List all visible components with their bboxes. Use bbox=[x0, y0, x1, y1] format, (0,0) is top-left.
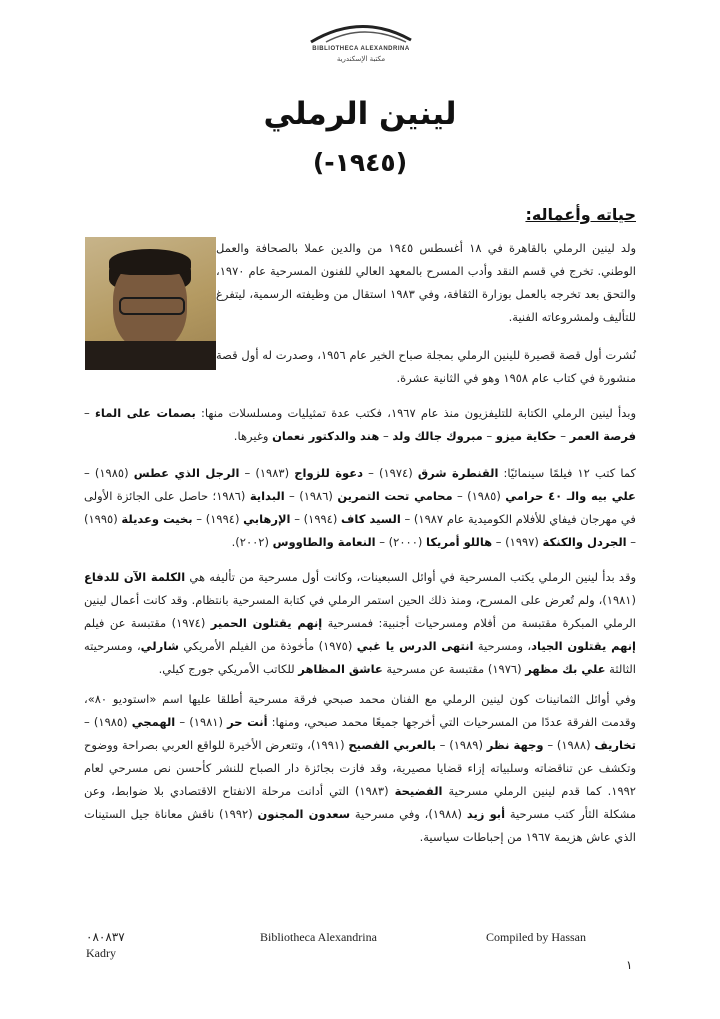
work-title: دعوة للزواج bbox=[294, 466, 363, 480]
work-title: هند والدكتور نعمان bbox=[272, 429, 380, 443]
paragraph-text: وقد بدأ لينين الرملي يكتب المسرحية في أوائل السبعينات، وكانت أول مسرحية من تأليفه هي bbox=[185, 570, 637, 584]
paragraph-text: – bbox=[482, 429, 496, 443]
paragraph-text: وبدأ لينين الرملي الكتابة للتليفزيون منذ عام ١٩٦٧، فكتب عدة تمثيليات ومسلسلات منها: bbox=[195, 406, 636, 420]
work-title: الهمجي bbox=[131, 715, 176, 729]
paragraph-text: نُشرت أول قصة قصيرة للينين الرملي بمجلة صباح الخير عام ١٩٥٦، وصدرت له أول قصة منشورة في كتاب عام ١٩٥٨ وهو في الثانية عشرة. bbox=[216, 348, 636, 385]
page-number: ١ bbox=[626, 958, 633, 972]
section-heading: حياته وأعماله: bbox=[525, 205, 636, 224]
work-title: بخيت وعديلة bbox=[121, 512, 193, 526]
paragraph-television bbox=[84, 402, 636, 448]
work-title: أنت حر bbox=[227, 715, 268, 729]
footer-library-name: Bibliotheca Alexandrina bbox=[260, 930, 377, 944]
paragraph-text: (٢٠٠٠) – bbox=[375, 535, 427, 549]
work-title: إنهم يقتلون الجياد bbox=[531, 639, 636, 653]
paragraph-text: (١٩٩٥) – bbox=[84, 512, 636, 549]
paragraph-films bbox=[84, 462, 636, 554]
paragraph-text: – bbox=[379, 429, 393, 443]
paragraph-text: (١٩٨٣) التي أدانت مرحلة الانفتاح الاقتصادي بلا ضوابط، وعن مشكلة الثأر كتب مسرحية bbox=[84, 784, 636, 821]
footer-compiled-by: Compiled by Hassan bbox=[486, 930, 586, 944]
work-title: الفضيحة bbox=[394, 784, 443, 798]
paragraph-text: (١٩٩٤) – bbox=[192, 512, 244, 526]
work-title: علي بيه والـ ٤٠ حرامي bbox=[505, 489, 636, 503]
work-title: عاشق المظاهر bbox=[298, 662, 383, 676]
paragraph-text: (٢٠٠٢). bbox=[231, 535, 273, 549]
life-years: (١٩٤٥-) bbox=[312, 148, 408, 177]
paragraph-first-story bbox=[216, 344, 636, 390]
paragraph-text: (١٩٨٥) – bbox=[84, 466, 134, 480]
logo-text-english: BIBLIOTHECA ALEXANDRINA bbox=[312, 46, 410, 52]
work-title: انتهى الدرس يا غبي bbox=[356, 639, 474, 653]
paragraph-text: وفي أوائل الثمانينات كون لينين الرملي مع الفنان محمد صبحي فرقة مسرحية أطلقا عليها اسم «استوديو ٨٠»، وقدمت الفرقة عددًا من المسرحيات التي أخرجها جميعًا محمد صبحي، ومنها: bbox=[84, 692, 636, 729]
paragraph-text: (١٩٩٢) ناقش معاناة جيل الستينات الذي عاش هزيمة ١٩٦٧ من إحباطات سياسية. bbox=[84, 807, 636, 844]
work-title: بالعربي الفصيح bbox=[348, 738, 436, 752]
work-title: شارلي bbox=[140, 639, 179, 653]
paragraph-text: (١٩٨٨)، وفي مسرحية bbox=[350, 807, 467, 821]
paragraph-text: (١٩٨٥) – bbox=[84, 715, 132, 729]
footer-document-number: ٠٨٠٨٣٧ bbox=[86, 930, 125, 944]
paragraph-text: – bbox=[556, 429, 570, 443]
library-arc-icon bbox=[306, 18, 416, 44]
work-title: تخاريف bbox=[594, 738, 636, 752]
paragraph-text: (١٩٨٦؛ حاصل على الجائزة الأولى في مهرجان فيفاي للأفلام الكوميدية عام ١٩٨٧) – bbox=[84, 489, 636, 526]
paragraph-birth bbox=[216, 237, 636, 329]
work-title: الجردل والكنكة bbox=[542, 535, 627, 549]
work-title: سعدون المجنون bbox=[257, 807, 351, 821]
logo-text-arabic: مكتبة الإسكندرية bbox=[336, 55, 386, 63]
work-title: السيد كاف bbox=[341, 512, 401, 526]
paragraph-text: (١٩٨٣) – bbox=[239, 466, 295, 480]
paragraph-text: (١٩٨٦) – bbox=[284, 489, 338, 503]
library-logo bbox=[296, 18, 426, 66]
paragraph-text: (١٩٨٩) – bbox=[435, 738, 487, 752]
work-title: هاللو أمريكا bbox=[426, 535, 493, 549]
work-title: الرجل الذي عطس bbox=[133, 466, 240, 480]
paragraph-text: (١٩٨١) – bbox=[175, 715, 228, 729]
work-title: فرصة العمر bbox=[569, 429, 636, 443]
paragraph-early-plays bbox=[84, 566, 636, 681]
work-title: البداية bbox=[249, 489, 285, 503]
paragraph-text: (١٩٩٧) – bbox=[492, 535, 543, 549]
paragraph-text: (١٩٨٨) – bbox=[543, 738, 595, 752]
paragraph-text: (١٩٩٤) – bbox=[290, 512, 342, 526]
work-title: القنطرة شرق bbox=[417, 466, 499, 480]
work-title: بصمات على الماء bbox=[95, 406, 196, 420]
work-title: محامي تحت التمرين bbox=[337, 489, 453, 503]
work-title: الكلمة الآن للدفاع bbox=[84, 570, 186, 584]
work-title: مبروك جالك ولد bbox=[392, 429, 483, 443]
paragraph-text: كما كتب ١٢ فيلمًا سينمائيًا: bbox=[498, 466, 636, 480]
work-title: النعامة والطاووس bbox=[272, 535, 376, 549]
paragraph-text: ولد لينين الرملي بالقاهرة في ١٨ أغسطس ١٩٤٥ من والدين عملا بالصحافة والعمل الوطني. تخرج في قسم النقد وأدب المسرح بالمعهد العالي للفنون المسرحية عام ١٩٧٠، والتحق بعد تخرجه بالعمل بوزارة الثقافة، وفي ١٩٨٣ استقال من وظيفته الرسمية، ليتفرغ للتأليف ولمشروعاته الفنية. bbox=[216, 241, 636, 324]
paragraph-text: (١٩٨١)، ولم تُعرض على المسرح، ومنذ ذلك الحين استمر الرملي في كتابة المسرحية بانتظام. وقد كانت أعمال لينين الرملي المبكرة مقتبسة من أفلام ومسرحيات أجنبية: فمسرحية bbox=[84, 593, 636, 630]
work-title: حكاية ميزو bbox=[495, 429, 557, 443]
paragraph-text: (١٩٧٤) – bbox=[363, 466, 418, 480]
paragraph-text: للكاتب الأمريكي جورج كيلي. bbox=[158, 662, 299, 676]
page-title: لينين الرملي bbox=[263, 96, 457, 132]
paragraph-text: ، ومسرحية bbox=[473, 639, 532, 653]
work-title: علي بك مظهر bbox=[525, 662, 606, 676]
work-title: الإرهابي bbox=[243, 512, 291, 526]
author-portrait bbox=[85, 237, 216, 370]
paragraph-text: ، ومسرحيته الثالثة bbox=[84, 639, 636, 676]
paragraph-text: (١٩٨٥) – bbox=[452, 489, 506, 503]
paragraph-text: (١٩٩١)، وتتعرض الأخيرة للواقع العربي بصراحة ووضوح وتكشف عن تناقضاته وسلبياته إزاء قضايا مصيرية، وقد فازت بجائزة دار الصباح للنشر كأحسن نص مسرحي لعام ١٩٩٢. كما قدم لينين الرملي مسرحية bbox=[84, 738, 636, 798]
paragraph-text: (١٩٧٥) مأخوذة من الفيلم الأمريكي bbox=[178, 639, 357, 653]
work-title: أبو زيد bbox=[466, 807, 506, 821]
paragraph-text: وغيرها. bbox=[233, 429, 273, 443]
work-title: وجهة نظر bbox=[486, 738, 544, 752]
paragraph-text: (١٩٧٤) مقتبسة عن فيلم bbox=[84, 616, 211, 630]
work-title: إنهم يقتلون الحمير bbox=[210, 616, 323, 630]
footer-compiler-surname: Kadry bbox=[86, 946, 116, 960]
paragraph-text: (١٩٧٦) مقتبسة عن مسرحية bbox=[382, 662, 526, 676]
paragraph-studio-80 bbox=[84, 688, 636, 849]
paragraph-text: – bbox=[84, 406, 95, 420]
